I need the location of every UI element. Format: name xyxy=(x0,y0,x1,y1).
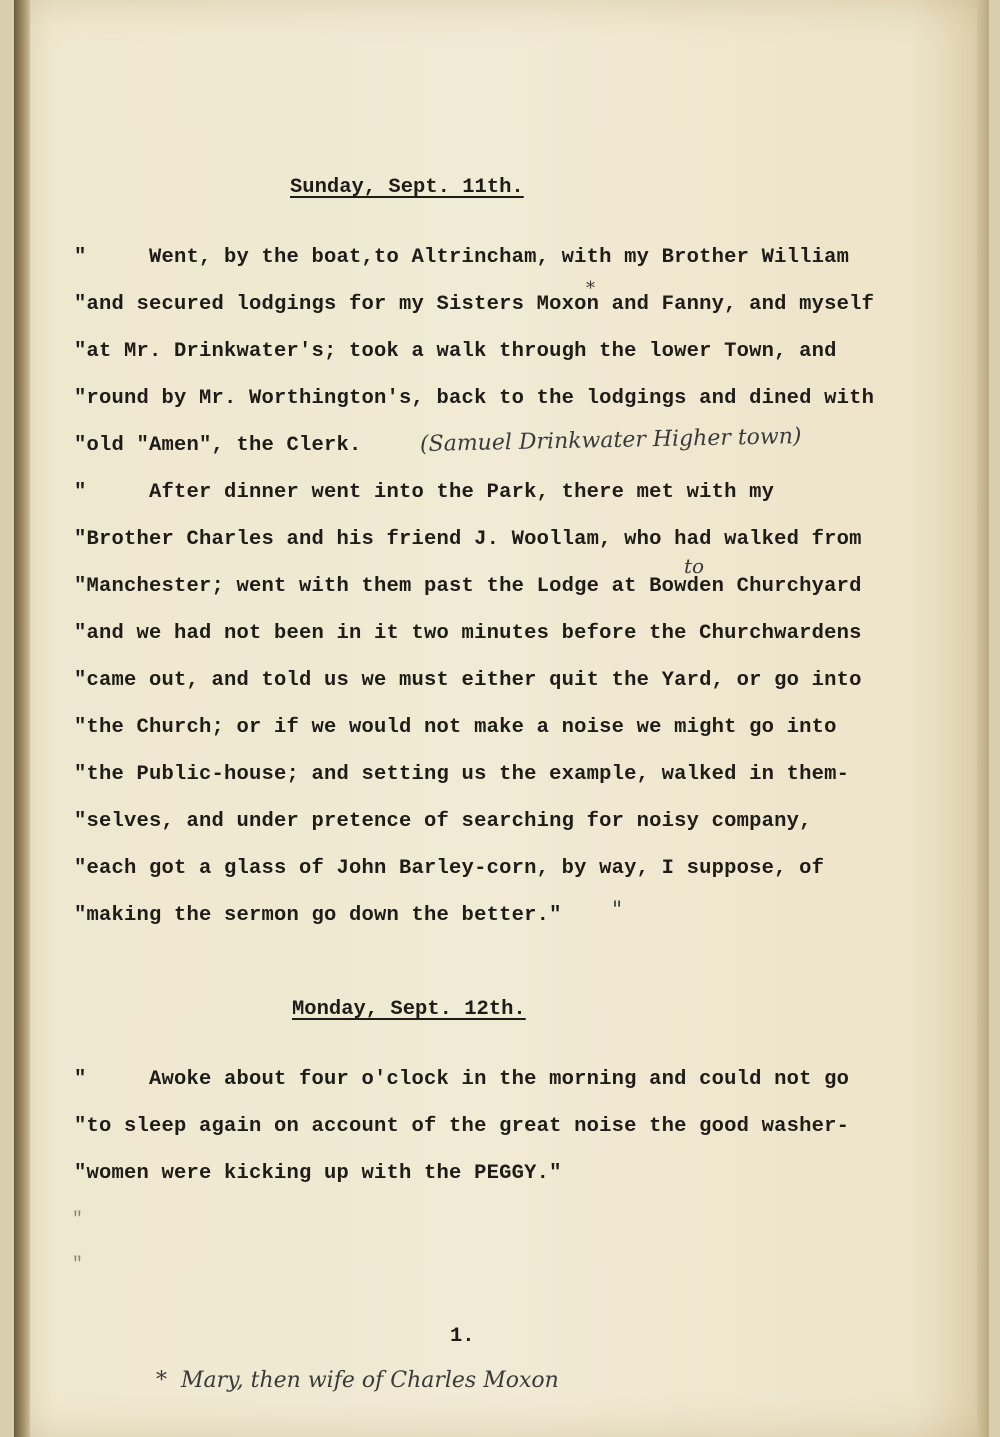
entry-line: "making the sermon go down the better." xyxy=(74,904,562,927)
entry-line: "Brother Charles and his friend J. Woollam, who had walked from xyxy=(74,528,862,551)
entry-line: "each got a glass of John Barley-corn, by way, I suppose, of xyxy=(74,857,825,880)
entry-line: "and secured lodgings for my Sisters Moxon and Fanny, and myself xyxy=(74,293,875,316)
heading-sunday: Sunday, Sept. 11th. xyxy=(290,176,524,199)
entry-line: " Awoke about four o'clock in the morning and could not go xyxy=(74,1068,850,1091)
entry-line: "the Church; or if we would not make a noise we might go into xyxy=(74,716,837,739)
entry-line: "selves, and under pretence of searching for noisy company, xyxy=(74,810,812,833)
entry-line: "Manchester; went with them past the Lodge at Bowden Churchyard xyxy=(74,575,862,598)
faint-quote-mark: " xyxy=(72,1210,83,1230)
handwritten-correction-to: to xyxy=(684,554,705,578)
heading-monday: Monday, Sept. 12th. xyxy=(292,998,526,1021)
handwritten-quote-mark: " xyxy=(612,898,623,923)
handwritten-footnote: * Mary, then wife of Charles Moxon xyxy=(156,1368,559,1393)
handwritten-note-drinkwater: (Samuel Drinkwater Higher town) xyxy=(419,424,802,457)
document-page xyxy=(14,0,989,1437)
entry-line: "round by Mr. Worthington's, back to the lodgings and dined with xyxy=(74,387,875,410)
entry-line: "women were kicking up with the PEGGY." xyxy=(74,1162,562,1185)
entry-line: "at Mr. Drinkwater's; took a walk through the lower Town, and xyxy=(74,340,837,363)
entry-line: "came out, and told us we must either quit the Yard, or go into xyxy=(74,669,862,692)
entry-line: "and we had not been in it two minutes before the Churchwardens xyxy=(74,622,862,645)
handwritten-asterisk: * xyxy=(586,278,595,299)
entry-line: "to sleep again on account of the great noise the good washer- xyxy=(74,1115,850,1138)
page-binding-shadow xyxy=(14,0,30,1437)
entry-line: " Went, by the boat,to Altrincham, with my Brother William xyxy=(74,246,850,269)
entry-line: "the Public-house; and setting us the example, walked in them- xyxy=(74,763,850,786)
entry-line: "old "Amen", the Clerk. xyxy=(74,434,362,457)
page-edge xyxy=(977,0,989,1437)
page-number: 1. xyxy=(450,1325,475,1348)
entry-line: " After dinner went into the Park, there met with my xyxy=(74,481,775,504)
faint-quote-mark: " xyxy=(72,1255,83,1275)
